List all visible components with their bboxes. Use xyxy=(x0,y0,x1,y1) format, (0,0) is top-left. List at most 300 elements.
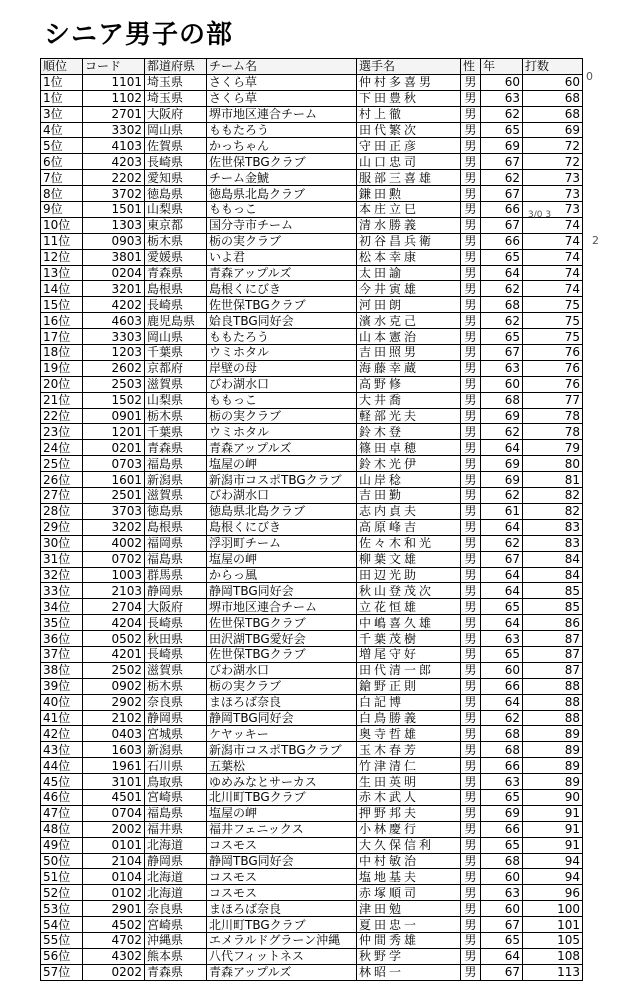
code-cell: 4702 xyxy=(83,932,145,948)
sex-cell: 男 xyxy=(461,122,481,138)
strokes-cell: 69 xyxy=(523,122,583,138)
age-cell: 64 xyxy=(481,440,523,456)
rank-cell: 4位 xyxy=(41,122,83,138)
team-cell: 堺市地区連合チーム xyxy=(207,106,357,122)
rank-cell: 15位 xyxy=(41,297,83,313)
code-cell: 3201 xyxy=(83,281,145,297)
sex-cell: 男 xyxy=(461,519,481,535)
age-cell: 63 xyxy=(481,885,523,901)
margin-note: 3/0 3 xyxy=(528,210,552,220)
prefecture-cell: 山梨県 xyxy=(145,202,207,218)
age-cell: 64 xyxy=(481,519,523,535)
sex-cell: 男 xyxy=(461,932,481,948)
age-cell: 67 xyxy=(481,964,523,980)
rank-cell: 28位 xyxy=(41,503,83,519)
sex-cell: 男 xyxy=(461,789,481,805)
age-cell: 66 xyxy=(481,678,523,694)
player-cell: 押野邦夫 xyxy=(357,805,461,821)
team-cell: ももたろう xyxy=(207,122,357,138)
player-cell: 松本幸康 xyxy=(357,249,461,265)
age-cell: 62 xyxy=(481,535,523,551)
code-cell: 0204 xyxy=(83,265,145,281)
strokes-cell: 60 xyxy=(523,74,583,90)
code-cell: 1203 xyxy=(83,345,145,361)
age-cell: 67 xyxy=(481,154,523,170)
player-cell: 鎌田勲 xyxy=(357,186,461,202)
table-row xyxy=(41,74,583,90)
age-cell: 69 xyxy=(481,805,523,821)
strokes-cell: 74 xyxy=(523,265,583,281)
prefecture-header: 都道府県 xyxy=(145,59,207,75)
code-cell: 0104 xyxy=(83,869,145,885)
player-cell: 濱水克己 xyxy=(357,313,461,329)
age-cell: 63 xyxy=(481,360,523,376)
table-row xyxy=(41,567,583,583)
strokes-cell: 88 xyxy=(523,694,583,710)
age-cell: 65 xyxy=(481,837,523,853)
team-cell: 青森アップルズ xyxy=(207,964,357,980)
code-cell: 1303 xyxy=(83,217,145,233)
sex-cell: 男 xyxy=(461,313,481,329)
prefecture-cell: 石川県 xyxy=(145,758,207,774)
team-cell: 佐世保TBGクラブ xyxy=(207,646,357,662)
sex-cell: 男 xyxy=(461,948,481,964)
sex-cell: 男 xyxy=(461,869,481,885)
sex-cell: 男 xyxy=(461,726,481,742)
prefecture-cell: 宮城県 xyxy=(145,726,207,742)
player-cell: 河田朗 xyxy=(357,297,461,313)
team-cell: 堺市地区連合チーム xyxy=(207,599,357,615)
table-row xyxy=(41,424,583,440)
table-row xyxy=(41,774,583,790)
prefecture-cell: 滋賀県 xyxy=(145,662,207,678)
player-cell: 服部三喜雄 xyxy=(357,170,461,186)
prefecture-cell: 宮崎県 xyxy=(145,917,207,933)
code-cell: 3702 xyxy=(83,186,145,202)
strokes-cell: 74 xyxy=(523,233,583,249)
sex-cell: 男 xyxy=(461,885,481,901)
prefecture-cell: 岡山県 xyxy=(145,122,207,138)
strokes-cell: 89 xyxy=(523,758,583,774)
code-cell: 4203 xyxy=(83,154,145,170)
strokes-cell: 75 xyxy=(523,329,583,345)
sex-cell: 男 xyxy=(461,233,481,249)
strokes-cell: 78 xyxy=(523,408,583,424)
rank-cell: 24位 xyxy=(41,440,83,456)
code-cell: 2104 xyxy=(83,853,145,869)
code-cell: 2704 xyxy=(83,599,145,615)
table-row xyxy=(41,901,583,917)
age-cell: 64 xyxy=(481,567,523,583)
prefecture-cell: 東京都 xyxy=(145,217,207,233)
table-row xyxy=(41,837,583,853)
table-row xyxy=(41,170,583,186)
age-cell: 67 xyxy=(481,917,523,933)
age-cell: 67 xyxy=(481,345,523,361)
strokes-cell: 83 xyxy=(523,519,583,535)
code-cell: 1502 xyxy=(83,392,145,408)
rank-cell: 26位 xyxy=(41,472,83,488)
age-cell: 63 xyxy=(481,631,523,647)
prefecture-cell: 千葉県 xyxy=(145,424,207,440)
table-row xyxy=(41,503,583,519)
team-cell: まほろば奈良 xyxy=(207,901,357,917)
header-row xyxy=(41,59,583,75)
team-cell: びわ湖水口 xyxy=(207,662,357,678)
sex-cell: 男 xyxy=(461,217,481,233)
age-cell: 69 xyxy=(481,408,523,424)
team-cell: チーム金鯱 xyxy=(207,170,357,186)
code-cell: 4204 xyxy=(83,615,145,631)
sex-cell: 男 xyxy=(461,202,481,218)
prefecture-cell: 青森県 xyxy=(145,265,207,281)
rank-cell: 55位 xyxy=(41,932,83,948)
strokes-cell: 89 xyxy=(523,742,583,758)
rank-cell: 8位 xyxy=(41,186,83,202)
table-row xyxy=(41,821,583,837)
rank-cell: 30位 xyxy=(41,535,83,551)
prefecture-cell: 福島県 xyxy=(145,456,207,472)
age-cell: 60 xyxy=(481,662,523,678)
rank-cell: 46位 xyxy=(41,789,83,805)
player-cell: 守田正彦 xyxy=(357,138,461,154)
player-cell: 増尾守好 xyxy=(357,646,461,662)
player-cell: 秋野学 xyxy=(357,948,461,964)
sex-cell: 男 xyxy=(461,964,481,980)
code-cell: 2202 xyxy=(83,170,145,186)
prefecture-cell: 群馬県 xyxy=(145,567,207,583)
player-cell: 秋山登茂次 xyxy=(357,583,461,599)
rank-cell: 13位 xyxy=(41,265,83,281)
rank-cell: 9位 xyxy=(41,202,83,218)
code-cell: 2002 xyxy=(83,821,145,837)
code-cell: 1961 xyxy=(83,758,145,774)
table-row xyxy=(41,408,583,424)
rank-cell: 51位 xyxy=(41,869,83,885)
code-cell: 4002 xyxy=(83,535,145,551)
age-cell: 68 xyxy=(481,742,523,758)
player-cell: 塩地基夫 xyxy=(357,869,461,885)
player-cell: 白鳥勝義 xyxy=(357,710,461,726)
player-cell: 山口忠司 xyxy=(357,154,461,170)
age-cell: 65 xyxy=(481,122,523,138)
age-cell: 63 xyxy=(481,90,523,106)
table-row xyxy=(41,329,583,345)
rank-cell: 33位 xyxy=(41,583,83,599)
strokes-cell: 91 xyxy=(523,837,583,853)
prefecture-cell: 愛知県 xyxy=(145,170,207,186)
table-row xyxy=(41,106,583,122)
rank-cell: 38位 xyxy=(41,662,83,678)
team-cell: 八代フィットネス xyxy=(207,948,357,964)
age-cell: 62 xyxy=(481,313,523,329)
rank-cell: 27位 xyxy=(41,488,83,504)
prefecture-cell: 徳島県 xyxy=(145,503,207,519)
player-cell: 玉木春芳 xyxy=(357,742,461,758)
strokes-cell: 73 xyxy=(523,202,583,218)
age-cell: 65 xyxy=(481,599,523,615)
code-cell: 3202 xyxy=(83,519,145,535)
code-cell: 3703 xyxy=(83,503,145,519)
results-body xyxy=(41,74,583,980)
strokes-cell: 94 xyxy=(523,853,583,869)
table-row xyxy=(41,853,583,869)
rank-cell: 7位 xyxy=(41,170,83,186)
strokes-cell: 78 xyxy=(523,424,583,440)
rank-cell: 40位 xyxy=(41,694,83,710)
table-row xyxy=(41,948,583,964)
player-cell: 今井寅雄 xyxy=(357,281,461,297)
sex-cell: 男 xyxy=(461,758,481,774)
sex-cell: 男 xyxy=(461,265,481,281)
team-cell: 浮羽町チーム xyxy=(207,535,357,551)
sex-cell: 男 xyxy=(461,90,481,106)
table-row xyxy=(41,535,583,551)
player-cell: 軽部光夫 xyxy=(357,408,461,424)
player-cell: 本庄立巳 xyxy=(357,202,461,218)
strokes-cell: 83 xyxy=(523,535,583,551)
strokes-cell: 100 xyxy=(523,901,583,917)
sex-cell: 男 xyxy=(461,615,481,631)
table-row xyxy=(41,217,583,233)
team-cell: さくら草 xyxy=(207,90,357,106)
team-cell: 徳島県北島クラブ xyxy=(207,186,357,202)
code-cell: 2602 xyxy=(83,360,145,376)
table-row xyxy=(41,376,583,392)
prefecture-cell: 北海道 xyxy=(145,869,207,885)
code-cell: 0903 xyxy=(83,233,145,249)
age-cell: 66 xyxy=(481,821,523,837)
strokes-cell: 108 xyxy=(523,948,583,964)
sex-cell: 男 xyxy=(461,837,481,853)
code-cell: 2501 xyxy=(83,488,145,504)
player-cell: 志内貞夫 xyxy=(357,503,461,519)
sex-cell: 男 xyxy=(461,821,481,837)
sex-cell: 男 xyxy=(461,551,481,567)
prefecture-cell: 奈良県 xyxy=(145,694,207,710)
age-cell: 66 xyxy=(481,233,523,249)
prefecture-cell: 奈良県 xyxy=(145,901,207,917)
sex-cell: 男 xyxy=(461,138,481,154)
team-cell: ももっこ xyxy=(207,392,357,408)
code-cell: 4302 xyxy=(83,948,145,964)
strokes-cell: 74 xyxy=(523,249,583,265)
rank-cell: 3位 xyxy=(41,106,83,122)
age-header: 年 xyxy=(481,59,523,75)
strokes-cell: 87 xyxy=(523,662,583,678)
sex-cell: 男 xyxy=(461,853,481,869)
team-cell: 栃の実クラブ xyxy=(207,233,357,249)
strokes-cell: 85 xyxy=(523,583,583,599)
rank-cell: 32位 xyxy=(41,567,83,583)
player-cell: 鈴木登 xyxy=(357,424,461,440)
table-row xyxy=(41,726,583,742)
team-cell: 静岡TBG同好会 xyxy=(207,853,357,869)
age-cell: 65 xyxy=(481,329,523,345)
age-cell: 62 xyxy=(481,106,523,122)
table-row xyxy=(41,392,583,408)
age-cell: 62 xyxy=(481,281,523,297)
age-cell: 60 xyxy=(481,74,523,90)
table-row xyxy=(41,869,583,885)
sex-cell: 男 xyxy=(461,329,481,345)
sex-cell: 男 xyxy=(461,170,481,186)
age-cell: 67 xyxy=(481,217,523,233)
rank-cell: 48位 xyxy=(41,821,83,837)
age-cell: 67 xyxy=(481,551,523,567)
prefecture-cell: 滋賀県 xyxy=(145,488,207,504)
table-row xyxy=(41,583,583,599)
code-cell: 1603 xyxy=(83,742,145,758)
prefecture-cell: 京都府 xyxy=(145,360,207,376)
player-cell: 竹津清仁 xyxy=(357,758,461,774)
strokes-cell: 76 xyxy=(523,345,583,361)
code-cell: 4502 xyxy=(83,917,145,933)
code-cell: 1102 xyxy=(83,90,145,106)
player-cell: 林昭一 xyxy=(357,964,461,980)
table-row xyxy=(41,345,583,361)
prefecture-cell: 千葉県 xyxy=(145,345,207,361)
strokes-cell: 89 xyxy=(523,774,583,790)
rank-cell: 41位 xyxy=(41,710,83,726)
team-cell: 新潟市コスポTBGクラブ xyxy=(207,472,357,488)
age-cell: 61 xyxy=(481,503,523,519)
strokes-cell: 80 xyxy=(523,456,583,472)
player-cell: 高野修 xyxy=(357,376,461,392)
team-cell: 姶良TBG同好会 xyxy=(207,313,357,329)
team-cell: 静岡TBG同好会 xyxy=(207,710,357,726)
table-row xyxy=(41,599,583,615)
strokes-cell: 82 xyxy=(523,488,583,504)
team-cell: ももっこ xyxy=(207,202,357,218)
prefecture-cell: 大阪府 xyxy=(145,106,207,122)
rank-cell: 14位 xyxy=(41,281,83,297)
rank-cell: 20位 xyxy=(41,376,83,392)
strokes-cell: 68 xyxy=(523,90,583,106)
team-cell: 佐世保TBGクラブ xyxy=(207,297,357,313)
sex-cell: 男 xyxy=(461,186,481,202)
table-row xyxy=(41,789,583,805)
sex-cell: 男 xyxy=(461,583,481,599)
rank-cell: 53位 xyxy=(41,901,83,917)
player-cell: 小林慶行 xyxy=(357,821,461,837)
strokes-cell: 79 xyxy=(523,440,583,456)
sex-cell: 男 xyxy=(461,742,481,758)
player-cell: 立花恒雄 xyxy=(357,599,461,615)
strokes-cell: 113 xyxy=(523,964,583,980)
rank-cell: 10位 xyxy=(41,217,83,233)
age-cell: 68 xyxy=(481,392,523,408)
team-cell: 塩屋の岬 xyxy=(207,551,357,567)
table-row xyxy=(41,488,583,504)
prefecture-cell: 福井県 xyxy=(145,821,207,837)
sex-header: 性 xyxy=(461,59,481,75)
player-cell: 清水勝義 xyxy=(357,217,461,233)
code-cell: 4603 xyxy=(83,313,145,329)
player-cell: 山本憲治 xyxy=(357,329,461,345)
code-cell: 0202 xyxy=(83,964,145,980)
rank-cell: 39位 xyxy=(41,678,83,694)
code-cell: 1201 xyxy=(83,424,145,440)
team-cell: 塩屋の岬 xyxy=(207,805,357,821)
table-row xyxy=(41,885,583,901)
age-cell: 60 xyxy=(481,901,523,917)
code-cell: 2901 xyxy=(83,901,145,917)
player-cell: 中嶋喜久雄 xyxy=(357,615,461,631)
player-cell: 奥寺哲雄 xyxy=(357,726,461,742)
player-cell: 初谷昌兵衛 xyxy=(357,233,461,249)
strokes-cell: 73 xyxy=(523,186,583,202)
code-header: コード xyxy=(83,59,145,75)
age-cell: 64 xyxy=(481,615,523,631)
age-cell: 62 xyxy=(481,488,523,504)
prefecture-cell: 鹿児島県 xyxy=(145,313,207,329)
prefecture-cell: 新潟県 xyxy=(145,742,207,758)
age-cell: 63 xyxy=(481,774,523,790)
prefecture-cell: 長崎県 xyxy=(145,154,207,170)
age-cell: 68 xyxy=(481,297,523,313)
code-cell: 1501 xyxy=(83,202,145,218)
strokes-cell: 101 xyxy=(523,917,583,933)
strokes-cell: 91 xyxy=(523,821,583,837)
team-cell: 徳島県北島クラブ xyxy=(207,503,357,519)
sex-cell: 男 xyxy=(461,488,481,504)
team-cell: ウミホタル xyxy=(207,345,357,361)
strokes-cell: 72 xyxy=(523,154,583,170)
sex-cell: 男 xyxy=(461,281,481,297)
player-cell: 田代繁次 xyxy=(357,122,461,138)
code-cell: 0502 xyxy=(83,631,145,647)
strokes-cell: 88 xyxy=(523,710,583,726)
player-cell: 大久保信利 xyxy=(357,837,461,853)
code-cell: 0201 xyxy=(83,440,145,456)
prefecture-cell: 山梨県 xyxy=(145,392,207,408)
code-cell: 0102 xyxy=(83,885,145,901)
team-cell: ももたろう xyxy=(207,329,357,345)
player-cell: 生田英明 xyxy=(357,774,461,790)
table-row xyxy=(41,122,583,138)
team-cell: コスモス xyxy=(207,869,357,885)
player-cell: 鎗野正則 xyxy=(357,678,461,694)
rank-cell: 43位 xyxy=(41,742,83,758)
prefecture-cell: 島根県 xyxy=(145,519,207,535)
table-row xyxy=(41,646,583,662)
player-cell: 中村敏治 xyxy=(357,853,461,869)
sex-cell: 男 xyxy=(461,901,481,917)
code-cell: 4202 xyxy=(83,297,145,313)
prefecture-cell: 徳島県 xyxy=(145,186,207,202)
code-cell: 2102 xyxy=(83,710,145,726)
strokes-cell: 74 xyxy=(523,217,583,233)
team-cell: さくら草 xyxy=(207,74,357,90)
prefecture-cell: 島根県 xyxy=(145,281,207,297)
team-cell: 国分寺市チーム xyxy=(207,217,357,233)
rank-cell: 50位 xyxy=(41,853,83,869)
age-cell: 69 xyxy=(481,472,523,488)
prefecture-cell: 長崎県 xyxy=(145,297,207,313)
sex-cell: 男 xyxy=(461,360,481,376)
team-cell: 栃の実クラブ xyxy=(207,678,357,694)
table-row xyxy=(41,631,583,647)
age-cell: 67 xyxy=(481,186,523,202)
prefecture-cell: 長崎県 xyxy=(145,646,207,662)
prefecture-cell: 北海道 xyxy=(145,885,207,901)
strokes-cell: 84 xyxy=(523,567,583,583)
player-cell: 白記博 xyxy=(357,694,461,710)
team-cell: 静岡TBG同好会 xyxy=(207,583,357,599)
team-cell: 新潟市コスポTBGクラブ xyxy=(207,742,357,758)
code-cell: 1101 xyxy=(83,74,145,90)
